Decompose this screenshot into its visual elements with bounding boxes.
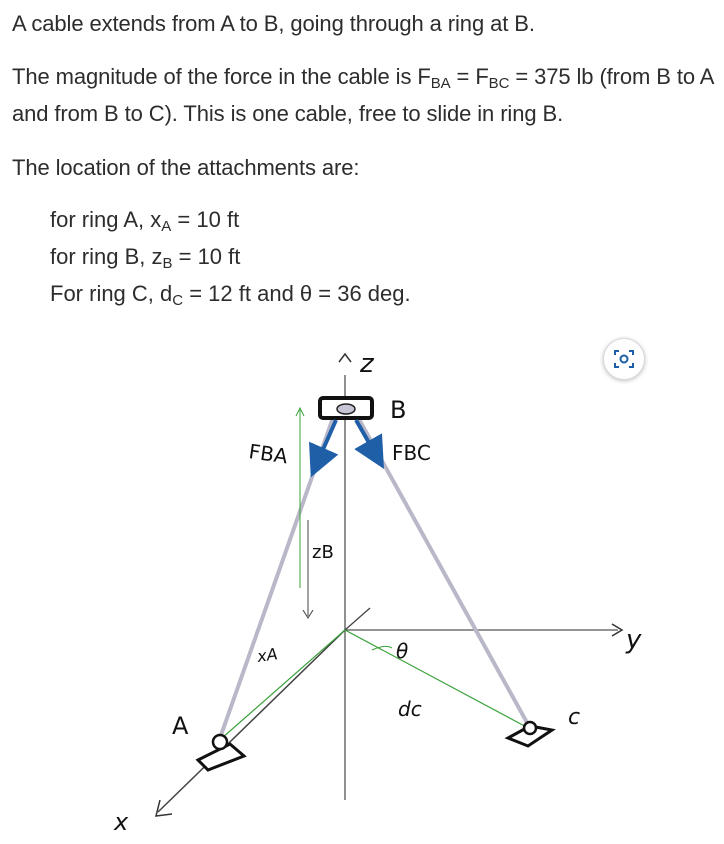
label-y: y	[626, 625, 642, 655]
label-fba: FBA	[247, 439, 290, 469]
label-b: B	[390, 396, 407, 424]
label-theta: θ	[396, 639, 409, 663]
label-fbc: FBC	[392, 441, 431, 465]
label-c: c	[568, 705, 581, 730]
label-dc: dc	[398, 697, 422, 721]
scan-image-icon	[612, 347, 636, 371]
ring-c-location: For ring C, $d_C = 12$ ft and θ = 36 deg.	[50, 281, 411, 309]
force-arrow-fbc	[356, 420, 380, 462]
label-a: A	[172, 712, 189, 740]
ring-a-location: for ring A, $x_A = 10$ ft	[50, 207, 240, 235]
ring-b-location: for ring B, $z_B = 10$ ft	[50, 244, 241, 272]
force-arrow-fba	[314, 420, 336, 470]
label-xa: xA	[255, 644, 279, 666]
label-x: x	[114, 808, 129, 836]
problem-force-description: The magnitude of the force in the cable is $F_{BA} = F_{BC} = 375$ lb (from B to A and from B to C). This is one cable, free to slide in ring B.	[12, 64, 714, 126]
label-zb: zB	[312, 542, 334, 563]
z-axis	[339, 354, 351, 800]
ring-c	[508, 722, 552, 746]
problem-statement-line1: A cable extends from A to B, going through a ring at B.	[12, 11, 535, 36]
cable-diagram	[0, 330, 724, 844]
ring-a	[198, 735, 244, 770]
scan-image-button[interactable]	[603, 338, 645, 380]
ring-b	[320, 398, 372, 418]
label-z: z	[360, 349, 374, 379]
attachments-heading: The location of the attachments are:	[12, 155, 360, 180]
y-axis	[345, 624, 622, 636]
